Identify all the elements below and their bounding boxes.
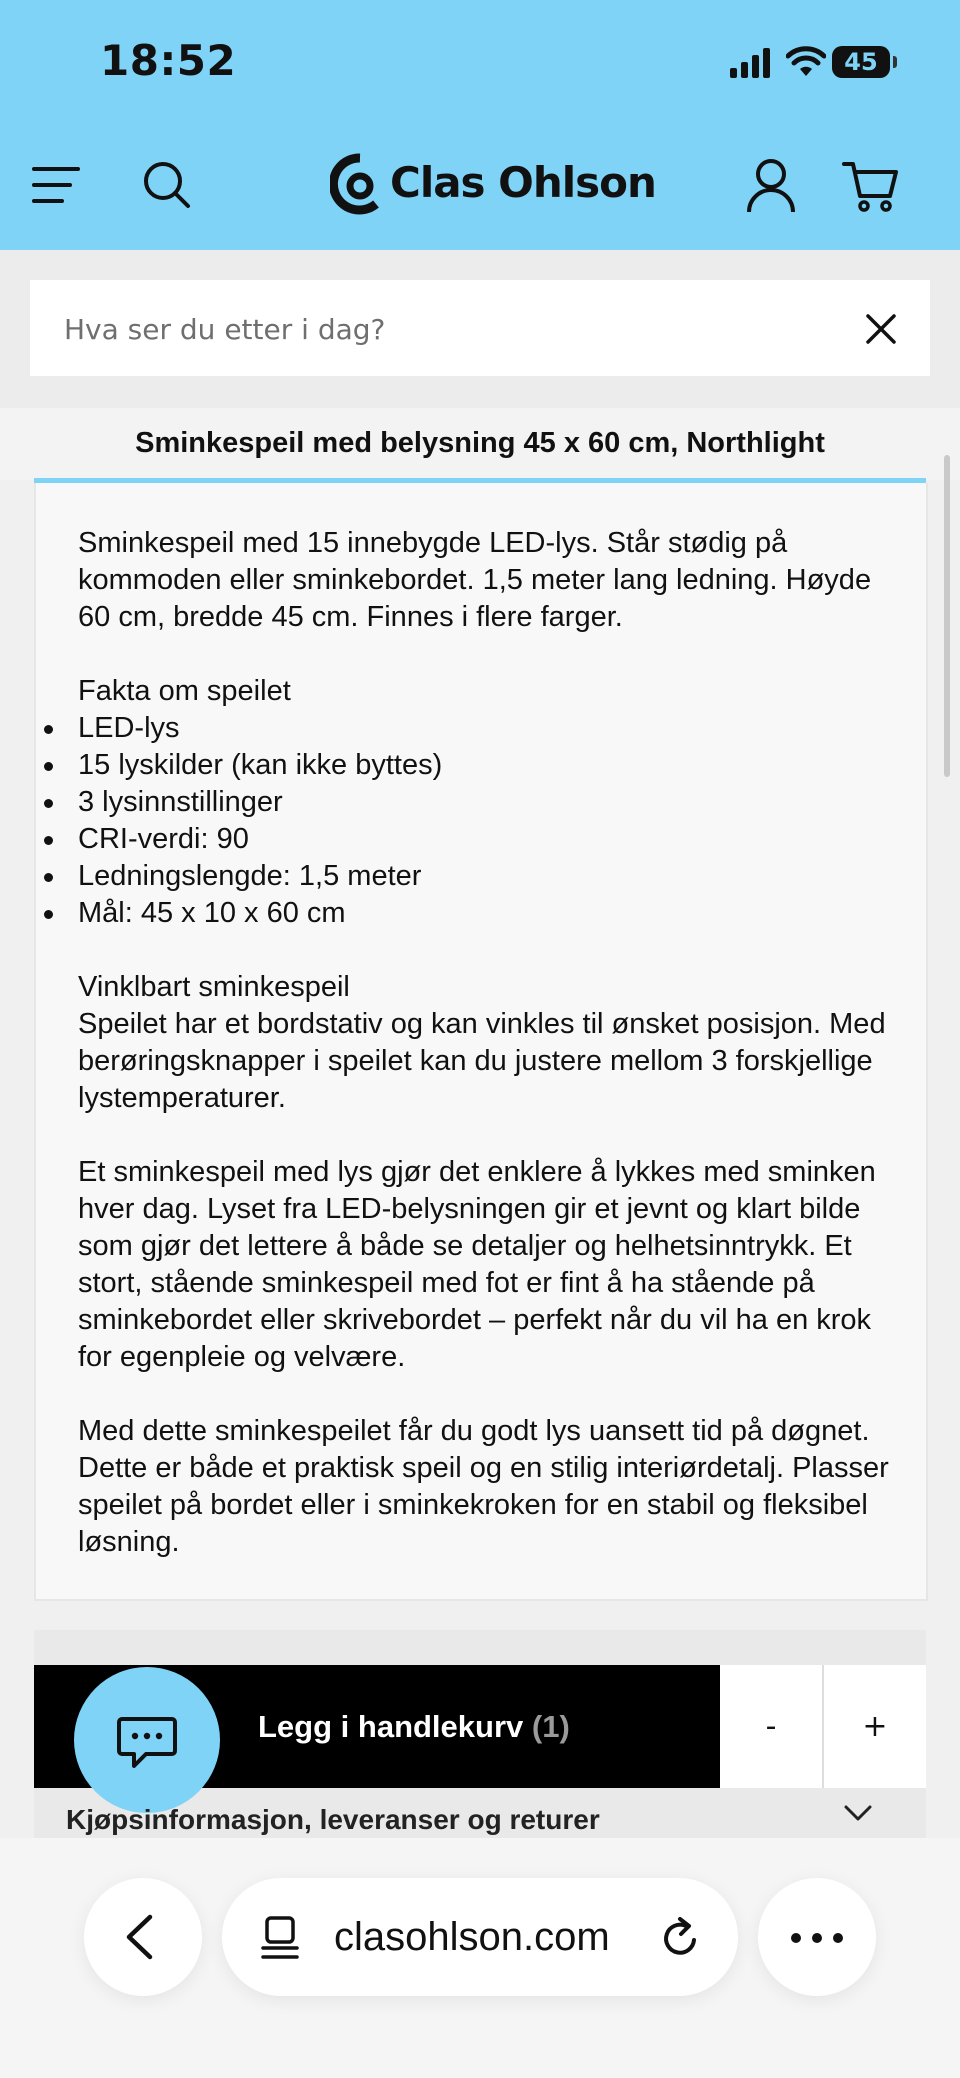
add-to-cart-text: Legg i handlekurv: [258, 1709, 524, 1744]
reload-icon[interactable]: [660, 1916, 702, 1960]
brand-name: Clas Ohlson: [390, 158, 656, 207]
cellular-signal-icon: [730, 48, 772, 78]
cart-icon[interactable]: [842, 160, 898, 212]
search-icon[interactable]: [142, 160, 192, 210]
menu-icon[interactable]: [32, 165, 80, 205]
chevron-down-icon: [844, 1804, 872, 1822]
search-box: [30, 280, 930, 376]
clear-search-icon[interactable]: [866, 314, 896, 344]
description-paragraph: Med dette sminkespeilet får du godt lys uansett tid på døgnet. Dette er både et praktisk speil og en stilig interiørdetalj. Plasser speilet på bordet eller i sminkekroken for en stabil og fleksibel løsning.: [78, 1415, 889, 1558]
search-band: [0, 250, 960, 408]
more-icon: [790, 1932, 844, 1944]
decrease-quantity-button[interactable]: -: [720, 1665, 822, 1788]
battery-indicator: 45: [832, 46, 890, 78]
add-to-cart-label: [258, 1665, 570, 1788]
wifi-icon: [786, 46, 826, 78]
product-title: Sminkespeil med belysning 45 x 60 cm, Northlight: [0, 408, 960, 480]
browser-more-button[interactable]: [758, 1878, 876, 1996]
fact-item: 3 lysinnstillinger: [36, 784, 908, 821]
browser-url: clasohlson.com: [334, 1915, 610, 1959]
increase-quantity-button[interactable]: +: [824, 1665, 926, 1788]
facts-heading: Fakta om speilet: [78, 675, 291, 707]
description-paragraph: Et sminkespeil med lys gjør det enklere å lykkes med sminken hver dag. Lyset fra LED-belysningen gir et jevnt og klart bilde som gjør det lettere å både se detaljer og helhetsinntrykk. Et stort, stående sminkespeil med fot er fint å ha stående på sminkebordet eller skrivebordet – perfekt når du vil ha en krok for egenpleie og velvære.: [78, 1156, 876, 1373]
browser-back-button[interactable]: [84, 1878, 202, 1996]
description-intro: Sminkespeil med 15 innebygde LED-lys. Står stødig på kommoden eller sminkebordet. 1,5 meter lang ledning. Høyde 60 cm, bredde 45 cm. Finnes i flere farger.: [78, 527, 872, 633]
page-scrollbar[interactable]: [944, 455, 950, 777]
cart-quantity-count: (1): [531, 1709, 570, 1744]
chat-icon: [116, 1715, 178, 1771]
fact-item: Ledningslengde: 1,5 meter: [36, 858, 908, 895]
fact-item: 15 lyskilder (kan ikke byttes): [36, 747, 908, 784]
page-settings-icon: [260, 1916, 300, 1960]
status-icons: [690, 42, 900, 82]
fact-item: Mål: 45 x 10 x 60 cm: [36, 895, 908, 932]
chevron-left-icon: [124, 1914, 154, 1960]
search-input[interactable]: [62, 280, 846, 378]
app-header: [0, 0, 960, 250]
product-description: [34, 483, 928, 1601]
section2-text: Speilet har et bordstativ og kan vinkles til ønsket posisjon. Med berøringsknapper i speilet kan du justere mellom 3 forskjellige lystemperaturer.: [78, 1008, 886, 1114]
purchase-info-accordion[interactable]: [34, 1792, 926, 1838]
fact-item: LED-lys: [36, 710, 908, 747]
browser-toolbar: [0, 1838, 960, 2078]
accordion-label: Kjøpsinformasjon, leveranser og returer: [66, 1804, 600, 1835]
fact-item: CRI-verdi: 90: [36, 821, 908, 858]
facts-list: [36, 710, 908, 932]
browser-address-bar[interactable]: [222, 1878, 738, 1996]
brand-logo[interactable]: [330, 150, 656, 220]
section2-heading: Vinklbart sminkespeil: [78, 971, 350, 1003]
account-icon[interactable]: [746, 158, 796, 214]
clas-ohlson-logo-icon: [330, 152, 382, 216]
status-time: 18:52: [100, 36, 237, 85]
